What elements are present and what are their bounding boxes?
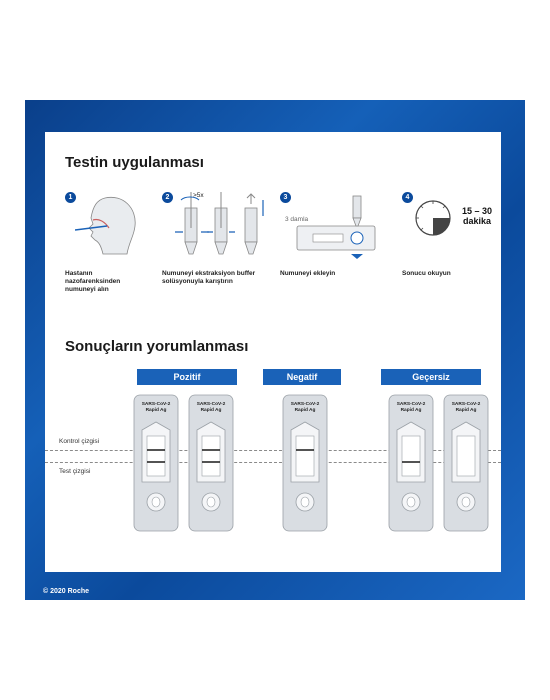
badge-positive: Pozitif (137, 369, 237, 385)
test-cassette-3 (282, 394, 328, 532)
timer-icon (413, 198, 453, 238)
test-cassette-1 (133, 394, 179, 532)
instruction-panel (45, 132, 501, 572)
step-2-number: 2 (162, 192, 173, 203)
step-4-number: 4 (402, 192, 413, 203)
cassette-brand: SARS-CoV-2 (290, 402, 320, 407)
step-1-text: Hastanın nazofarenksinden numuneyi alın (65, 270, 121, 293)
step-3-annotation: 3 damla (285, 216, 309, 223)
test-cassette-2 (188, 394, 234, 532)
image-frame (25, 100, 525, 600)
test-cassette-5 (443, 394, 489, 532)
step-1-number: 1 (65, 192, 76, 203)
cassette-body (133, 394, 179, 532)
timer-text: 15 – 30 dakika (461, 206, 493, 226)
test-line-label: Test çizgisi (59, 468, 91, 475)
cassette-brand: SARS-CoV-2 (141, 402, 171, 407)
cassette-product: Rapid Ag (455, 408, 477, 413)
tubes-illustration (173, 188, 273, 260)
cassette-body (443, 394, 489, 532)
control-line-label: Kontrol çizgisi (59, 438, 100, 445)
section-title-apply: Testin uygulanması (65, 154, 204, 171)
badge-invalid: Geçersiz (381, 369, 481, 385)
head-swab-illustration (75, 190, 145, 260)
copyright: © 2020 Roche (43, 588, 90, 595)
step-2-annotation: >5x (193, 192, 204, 199)
cassette-brand: SARS-CoV-2 (196, 402, 226, 407)
section-title-results: Sonuçların yorumlanması (65, 338, 249, 355)
cassette-drop-illustration (293, 190, 379, 260)
test-cassette-4 (388, 394, 434, 532)
cassette-product: Rapid Ag (400, 408, 422, 413)
cassette-product: Rapid Ag (294, 408, 316, 413)
cassette-body (282, 394, 328, 532)
cassette-product: Rapid Ag (145, 408, 167, 413)
step-3-text: Numuneyi ekleyin (280, 270, 336, 277)
cassette-body (188, 394, 234, 532)
cassette-brand: SARS-CoV-2 (451, 402, 481, 407)
badge-negative: Negatif (263, 369, 341, 385)
cassette-body (388, 394, 434, 532)
step-4-text: Sonucu okuyun (402, 270, 451, 277)
cassette-product: Rapid Ag (200, 408, 222, 413)
step-2-text: Numuneyi ekstraksiyon buffer solüsyonuyla karıştırın (162, 270, 256, 285)
cassette-brand: SARS-CoV-2 (396, 402, 426, 407)
step-3-number: 3 (280, 192, 291, 203)
